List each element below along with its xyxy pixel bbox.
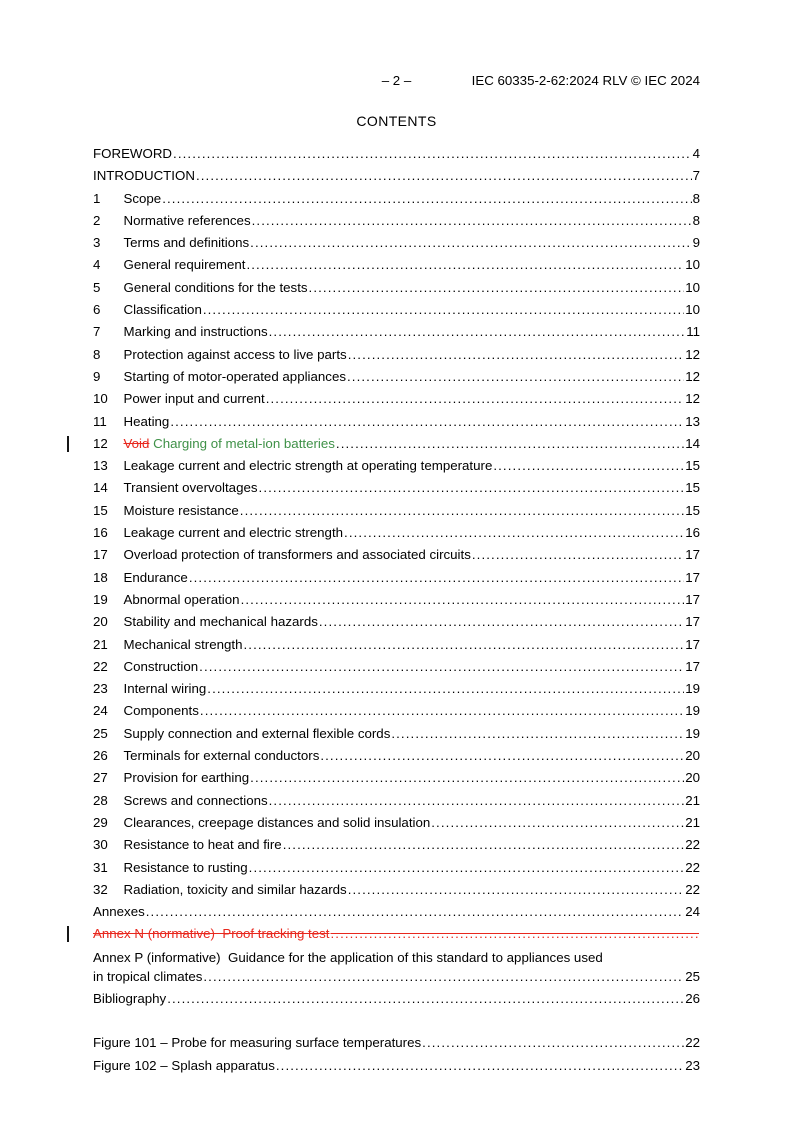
toc-entry[interactable]: [93, 366, 700, 388]
toc-entry-number: 9: [93, 368, 101, 384]
toc-entry-number: 19: [93, 591, 108, 607]
toc-entry-page: 26: [685, 990, 700, 1006]
toc-entry-title: Resistance to heat and fire: [123, 837, 282, 853]
toc-entry-number: 2: [93, 212, 101, 228]
toc-entry-title: Resistance to rusting: [123, 859, 248, 875]
toc-entry-title: Normative references: [123, 212, 251, 228]
toc-entry-page: 14: [685, 435, 700, 451]
toc-entry-number: 6: [93, 302, 101, 318]
toc-entry-title: Moisture resistance: [123, 502, 239, 518]
toc-dot-leader: [422, 1032, 684, 1054]
deleted-text: Void: [123, 435, 150, 451]
toc-entry-number: 32: [93, 881, 108, 897]
toc-entry-page: 9: [692, 235, 700, 251]
toc-dot-leader: [146, 901, 684, 923]
toc-entry-page: 17: [685, 591, 700, 607]
toc-dot-leader: [472, 544, 684, 566]
toc-entry-title: Heating: [123, 413, 170, 429]
toc-dot-leader: [269, 790, 685, 812]
toc-list: [93, 143, 700, 1077]
toc-dot-leader: [199, 656, 684, 678]
toc-entry-title: Provision for earthing: [123, 770, 250, 786]
toc-entry-title: Figure 101 – Probe for measuring surface temperatures: [93, 1035, 422, 1051]
toc-dot-leader: [196, 165, 692, 187]
toc-dot-leader: [240, 500, 684, 522]
toc-dot-leader: [344, 522, 684, 544]
toc-dot-leader: [200, 700, 684, 722]
toc-entry-number: 20: [93, 614, 108, 630]
toc-entry[interactable]: [93, 188, 700, 210]
toc-entry-page: 19: [685, 703, 700, 719]
toc-entry-number: 1: [93, 190, 101, 206]
toc-entry[interactable]: [93, 277, 700, 299]
toc-entry-page: 17: [685, 547, 700, 563]
toc-entry-page: 4: [692, 146, 700, 161]
toc-entry-page: 10: [685, 302, 700, 318]
toc-entry[interactable]: [93, 723, 700, 745]
toc-entry-page: 13: [685, 413, 700, 429]
toc-entry[interactable]: [93, 165, 700, 187]
toc-entry-page: 8: [692, 190, 700, 206]
toc-entry[interactable]: [93, 143, 700, 165]
toc-entry-page: 17: [685, 614, 700, 630]
toc-entry-page: 22: [685, 1035, 700, 1051]
page-header: [93, 72, 700, 90]
toc-entry-title: FOREWORD: [93, 146, 173, 161]
toc-entry[interactable]: [93, 388, 700, 410]
page-content: [93, 72, 700, 1077]
toc-dot-leader: [173, 143, 692, 165]
toc-entry[interactable]: [93, 1032, 700, 1054]
toc-entry-page: 15: [685, 502, 700, 518]
toc-entry-page: 11: [686, 324, 700, 340]
toc-dot-leader: [203, 299, 684, 321]
toc-entry-title: Classification: [123, 302, 202, 318]
toc-entry-title: Starting of motor-operated appliances: [123, 368, 346, 384]
toc-entry-title: Abnormal operation: [123, 591, 240, 607]
toc-entry[interactable]: [93, 567, 700, 589]
toc-entry[interactable]: [93, 210, 700, 232]
toc-entry-title: Transient overvoltages: [123, 480, 258, 496]
toc-dot-leader: [431, 812, 684, 834]
contents-title: CONTENTS: [356, 113, 437, 129]
toc-dot-leader: [348, 344, 684, 366]
toc-entry-page: 12: [685, 368, 700, 384]
toc-entry-number: 25: [93, 725, 108, 741]
toc-entry-number: 22: [93, 658, 108, 674]
toc-entry[interactable]: [93, 767, 700, 789]
toc-entry-title: Leakage current and electric strength at operating temperature: [123, 458, 493, 474]
toc-entry-title: Leakage current and electric strength: [123, 525, 344, 541]
toc-entry[interactable]: [93, 589, 700, 611]
toc-dot-leader: [320, 745, 684, 767]
toc-entry[interactable]: [93, 790, 700, 812]
toc-entry[interactable]: [93, 678, 700, 700]
toc-entry-number: 16: [93, 525, 108, 541]
toc-entry-number: 5: [93, 279, 101, 295]
toc-entry[interactable]: [93, 477, 700, 499]
toc-spacer: [93, 1010, 700, 1032]
toc-entry-page: 19: [685, 725, 700, 741]
toc-dot-leader: [493, 455, 684, 477]
toc-dot-leader: [283, 834, 685, 856]
toc-entry-title: Figure 102 – Splash apparatus: [93, 1057, 275, 1073]
toc-entry-title: Overload protection of transformers and associated circuits: [123, 547, 471, 563]
toc-dot-leader: [250, 232, 691, 254]
toc-entry-number: 13: [93, 458, 108, 474]
toc-entry-title: Radiation, toxicity and similar hazards: [123, 881, 347, 897]
toc-entry-page: 17: [685, 569, 700, 585]
toc-entry-number: 24: [93, 703, 108, 719]
toc-dot-leader: [391, 723, 684, 745]
toc-entry-number: 12: [93, 435, 108, 451]
toc-entry-title: Endurance: [123, 569, 188, 585]
toc-entry[interactable]: [93, 1055, 700, 1077]
toc-dot-leader: [309, 277, 685, 299]
toc-entry-number: 27: [93, 770, 108, 786]
toc-entry-title: [124, 433, 335, 455]
toc-entry[interactable]: [93, 344, 700, 366]
toc-entry[interactable]: [93, 321, 700, 343]
toc-entry-page: 12: [685, 346, 700, 362]
toc-entry-page: 22: [685, 881, 700, 897]
toc-entry-title: Supply connection and external flexible cords: [123, 725, 391, 741]
toc-entry-title-line1: Annex P (informative) Guidance for the application of this standard to appliances used: [93, 949, 603, 965]
toc-entry-number: 30: [93, 837, 108, 853]
toc-entry-number: 11: [93, 413, 107, 429]
toc-dot-leader: [276, 1055, 684, 1077]
toc-dot-leader: [244, 634, 685, 656]
toc-entry-number: 18: [93, 569, 108, 585]
toc-entry-page: 22: [685, 837, 700, 853]
toc-entry[interactable]: [93, 745, 700, 767]
toc-entry[interactable]: [93, 700, 700, 722]
toc-entry-page: 15: [685, 458, 700, 474]
toc-entry-page: 25: [685, 968, 700, 984]
toc-dot-leader: [189, 567, 684, 589]
toc-entry[interactable]: [93, 634, 700, 656]
toc-entry-page: 23: [685, 1057, 700, 1073]
toc-entry[interactable]: [93, 857, 700, 879]
toc-entry-page: 24: [685, 904, 700, 920]
toc-entry[interactable]: [93, 522, 700, 544]
toc-entry-number: 4: [93, 257, 101, 273]
toc-entry-number: 15: [93, 502, 108, 518]
toc-dot-leader: [250, 767, 684, 789]
toc-entry-page: 19: [685, 681, 700, 697]
header-page-number: – 2 –: [381, 73, 412, 88]
toc-entry-page: 8: [692, 212, 700, 228]
toc-entry[interactable]: [93, 455, 700, 477]
toc-entry-title: Internal wiring: [123, 681, 207, 697]
toc-entry-title: Power input and current: [123, 391, 265, 407]
toc-entry-number: 8: [93, 346, 101, 362]
toc-dot-leader: [336, 433, 684, 455]
toc-entry-title: Bibliography: [93, 990, 167, 1006]
toc-dot-leader: [347, 366, 684, 388]
toc-entry[interactable]: [93, 611, 700, 633]
toc-entry-number: 21: [93, 636, 108, 652]
toc-entry-title: Protection against access to live parts: [123, 346, 347, 362]
toc-entry-number: 7: [93, 324, 101, 340]
toc-entry-page: 21: [685, 814, 700, 830]
toc-entry-title: Clearances, creepage distances and solid insulation: [123, 814, 431, 830]
change-bar: [67, 436, 69, 452]
toc-entry-number: 14: [93, 480, 108, 496]
toc-entry-title: Mechanical strength: [123, 636, 243, 652]
toc-dot-leader: [207, 678, 684, 700]
toc-entry-title: Annex N (normative) Proof tracking test: [93, 926, 330, 942]
toc-entry-wrapped[interactable]: [93, 948, 700, 986]
toc-entry-page: 20: [685, 748, 700, 764]
toc-entry[interactable]: [93, 232, 700, 254]
toc-entry[interactable]: [93, 923, 700, 945]
toc-entry[interactable]: [93, 656, 700, 678]
toc-dot-leader: [162, 188, 691, 210]
toc-dot-leader: [266, 388, 685, 410]
toc-dot-leader: [170, 411, 684, 433]
toc-entry-page: 20: [685, 770, 700, 786]
toc-dot-leader: [203, 967, 684, 986]
toc-entry[interactable]: [93, 411, 700, 433]
toc-entry-number: 29: [93, 814, 108, 830]
toc-entry-page: 15: [685, 480, 700, 496]
toc-entry-page: 21: [685, 792, 700, 808]
toc-entry-title: Construction: [123, 658, 199, 674]
toc-dot-leader: [167, 988, 684, 1010]
toc-entry[interactable]: [93, 254, 700, 276]
toc-entry-page: 7: [692, 168, 700, 184]
toc-entry-page: 10: [685, 279, 700, 295]
toc-entry-page: 17: [685, 658, 700, 674]
toc-entry-number: 17: [93, 547, 108, 563]
toc-entry-title: Scope: [123, 190, 162, 206]
toc-entry-title: General conditions for the tests: [123, 279, 308, 295]
toc-entry-page: 16: [685, 525, 700, 541]
toc-dot-leader: [319, 611, 684, 633]
toc-entry-title: Terms and definitions: [123, 235, 250, 251]
toc-dot-leader: [246, 254, 684, 276]
toc-dot-leader: [330, 923, 699, 945]
toc-entry-title: Screws and connections: [123, 792, 268, 808]
change-bar: [67, 926, 69, 942]
toc-entry-number: 28: [93, 792, 108, 808]
toc-dot-leader: [241, 589, 685, 611]
toc-entry[interactable]: [93, 433, 700, 455]
toc-entry-title: Marking and instructions: [123, 324, 268, 340]
toc-dot-leader: [249, 857, 685, 879]
toc-entry-title: INTRODUCTION: [93, 168, 195, 184]
toc-entry-page: 17: [685, 636, 700, 652]
toc-dot-leader: [252, 210, 692, 232]
toc-entry-number: 10: [93, 391, 108, 407]
toc-dot-leader: [348, 879, 685, 901]
toc-entry[interactable]: [93, 544, 700, 566]
toc-entry[interactable]: [93, 988, 700, 1010]
toc-entry[interactable]: [93, 879, 700, 901]
toc-entry-number: 3: [93, 235, 101, 251]
toc-entry-number: 23: [93, 681, 108, 697]
toc-dot-leader: [269, 321, 686, 343]
toc-entry-title: Stability and mechanical hazards: [123, 614, 318, 630]
toc-entry[interactable]: [93, 500, 700, 522]
toc-entry-number: 26: [93, 748, 108, 764]
toc-entry-number: 31: [93, 859, 108, 875]
toc-dot-leader: [259, 477, 685, 499]
toc-entry[interactable]: [93, 901, 700, 923]
toc-entry-page: 22: [685, 859, 700, 875]
toc-entry-title: Terminals for external conductors: [123, 748, 320, 764]
toc-entry: [93, 967, 700, 986]
toc-entry-title: Annexes: [93, 904, 145, 920]
toc-entry-title: General requirement: [123, 257, 246, 273]
toc-entry-title: in tropical climates: [93, 968, 203, 984]
toc-entry-page: 10: [685, 257, 700, 273]
inserted-text: Charging of metal-ion batteries: [149, 435, 335, 451]
toc-entry-title: Components: [123, 703, 199, 719]
header-doc-reference: IEC 60335-2-62:2024 RLV © IEC 2024: [471, 73, 700, 88]
toc-entry[interactable]: [93, 299, 700, 321]
toc-entry[interactable]: [93, 812, 700, 834]
toc-entry[interactable]: [93, 834, 700, 856]
toc-entry-page: 12: [685, 391, 700, 407]
